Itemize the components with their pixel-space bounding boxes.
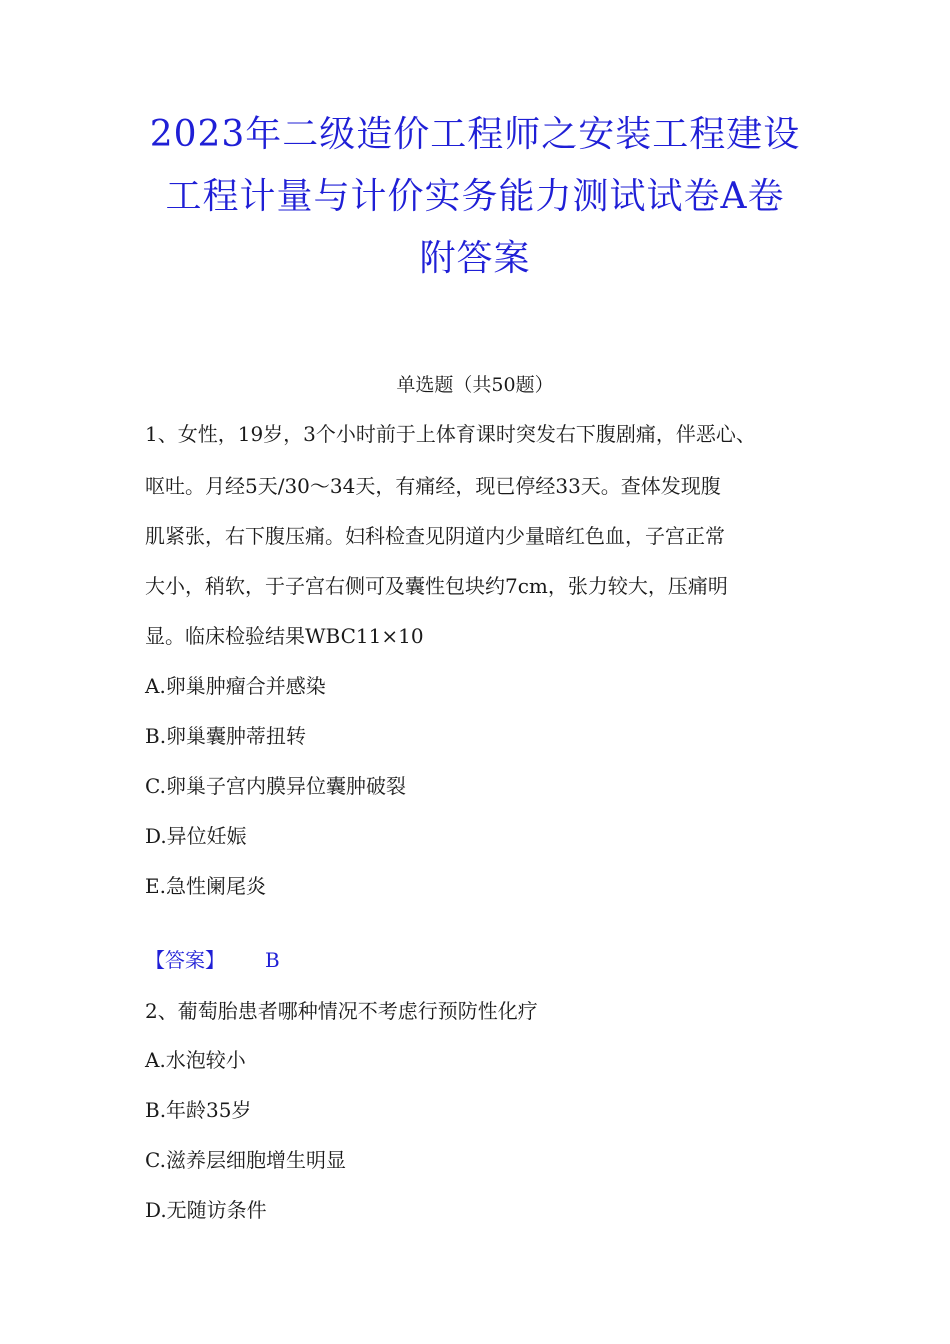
q1-stem-line-4: 大小，稍软，于子宫右侧可及囊性包块约7cm，张力较大，压痛明 xyxy=(145,574,728,598)
q1-option-b: B.卵巢囊肿蒂扭转 xyxy=(145,724,307,748)
q1-stem-line-2: 呕吐。月经5天/30～34天，有痛经，现已停经33天。查体发现腹 xyxy=(145,474,721,498)
q1-option-c: C.卵巢子宫内膜异位囊肿破裂 xyxy=(145,774,406,798)
q2-option-a: A.水泡较小 xyxy=(145,1048,246,1072)
answer-label: 【答案】 xyxy=(145,948,225,972)
q1-option-a: A.卵巢肿瘤合并感染 xyxy=(145,674,326,698)
q2-option-d: D.无随访条件 xyxy=(145,1198,267,1222)
title-line-2: 工程计量与计价实务能力测试试卷A卷 xyxy=(165,176,785,217)
q1-option-d: D.异位妊娠 xyxy=(145,824,247,848)
title-line-3: 附答案 xyxy=(419,238,531,279)
answer-value: B xyxy=(265,948,280,972)
q1-stem-line-3: 肌紧张，右下腹压痛。妇科检查见阴道内少量暗红色血，子宫正常 xyxy=(145,524,725,548)
q1-stem-line-5: 显。临床检验结果WBC11×10 xyxy=(145,624,424,648)
q2-stem: 2、葡萄胎患者哪种情况不考虑行预防性化疗 xyxy=(145,999,538,1023)
q2-option-c: C.滋养层细胞增生明显 xyxy=(145,1148,346,1172)
title-line-1: 2023年二级造价工程师之安装工程建设 xyxy=(149,114,801,155)
q2-option-b: B.年龄35岁 xyxy=(145,1098,252,1122)
q1-answer xyxy=(145,944,280,973)
document-title xyxy=(120,104,830,290)
section-heading: 单选题（共50题） xyxy=(396,374,554,396)
q1-option-e: E.急性阑尾炎 xyxy=(145,874,266,898)
q1-stem-line-1: 1、女性，19岁，3个小时前于上体育课时突发右下腹剧痛，伴恶心、 xyxy=(145,422,756,446)
